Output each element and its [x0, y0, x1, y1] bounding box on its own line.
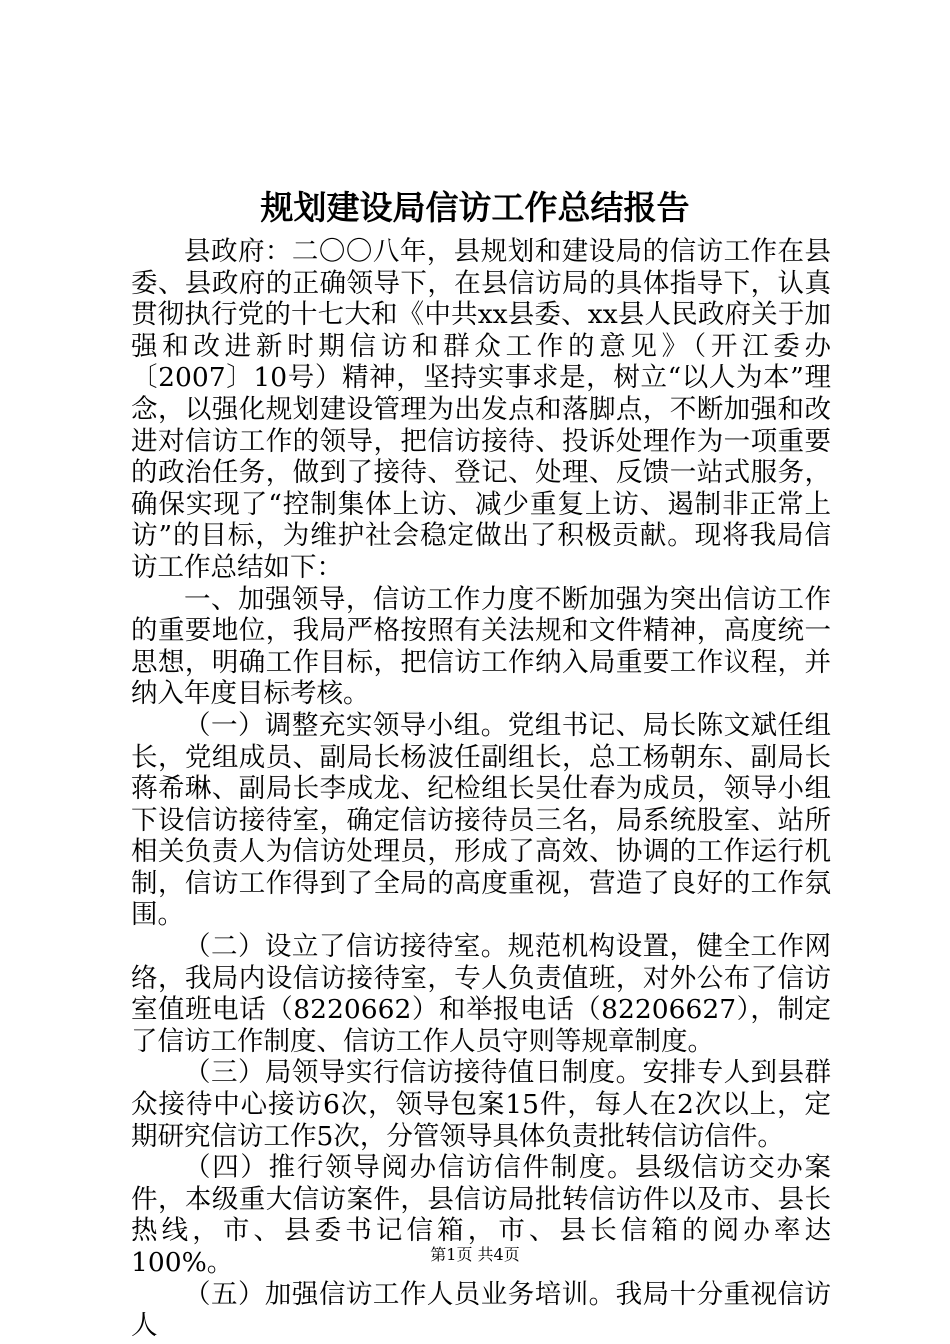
page-footer: 第1页 共4页 — [430, 1245, 520, 1264]
paragraph-section-1: 一、加强领导，信访工作力度不断加强为突出信访工作的重要地位，我局严格按照有关法规和文件精神，高度统一思想，明确工作目标，把信访工作纳入局重要工作议程，并纳入年度目标考核。 — [131, 583, 831, 710]
document-title: 规划建设局信访工作总结报告 — [260, 188, 690, 227]
paragraph-item-3: （三）局领导实行信访接待值日制度。安排专人到县群众接待中心接访6次，领导包案15件，每人在2次以上，定期研究信访工作5次，分管领导具体负责批转信访信件。 — [131, 1057, 831, 1152]
paragraph-intro: 县政府：二〇〇八年，县规划和建设局的信访工作在县委、县政府的正确领导下，在县信访局的具体指导下，认真贯彻执行党的十七大和《中共xx县委、xx县人民政府关于加强和改进新时期信访和群众工作的意见》（开江委办〔2007〕10号）精神，坚持实事求是，树立“以人为本”理念，以强化规划建设管理为出发点和落脚点，不断加强和改进对信访工作的领导，把信访接待、投诉处理作为一项重要的政治任务，做到了接待、登记、处理、反馈一站式服务，确保实现了“控制集体上访、减少重复上访、遏制非正常上访”的目标，为维护社会稳定做出了积极贡献。现将我局信访工作总结如下： — [131, 236, 831, 583]
paragraph-item-1: （一）调整充实领导小组。党组书记、局长陈文斌任组长，党组成员、副局长杨波任副组长，总工杨朝东、副局长蒋希琳、副局长李成龙、纪检组长吴仕春为成员，领导小组下设信访接待室，确定信访接待员三名，局系统股室、站所相关负责人为信访处理员，形成了高效、协调的工作运行机制，信访工作得到了全局的高度重视，营造了良好的工作氛围。 — [131, 709, 831, 931]
paragraph-item-5: （五）加强信访工作人员业务培训。我局十分重视信访人 — [131, 1278, 831, 1342]
paragraph-item-4: （四）推行领导阅办信访信件制度。县级信访交办案件，本级重大信访案件，县信访局批转信访件以及市、县长热线，市、县委书记信箱，市、县长信箱的阅办率达100%。 — [131, 1152, 831, 1278]
paragraph-item-2: （二）设立了信访接待室。规范机构设置，健全工作网络，我局内设信访接待室，专人负责值班，对外公布了信访室值班电话（8220662）和举报电话（82206627），制定了信访工作制度、信访工作人员守则等规章制度。 — [131, 931, 831, 1057]
document-body — [131, 236, 831, 1342]
